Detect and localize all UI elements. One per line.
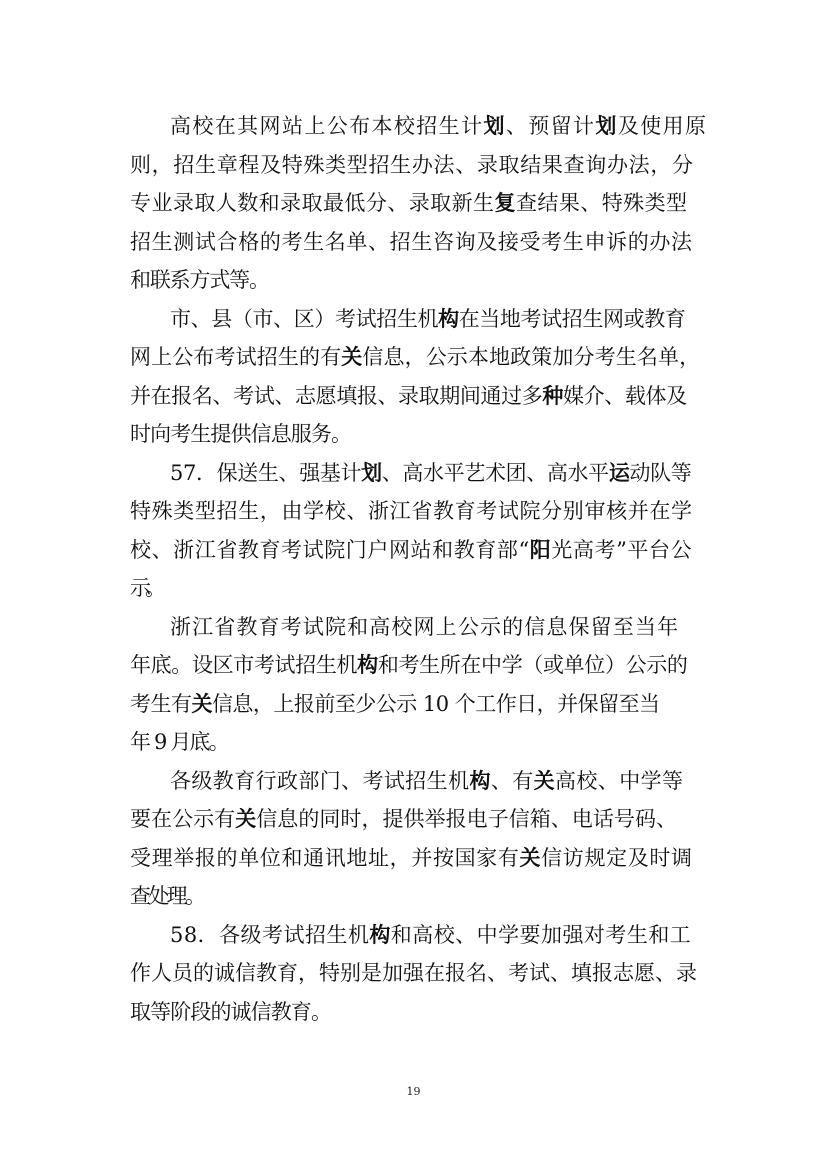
text-run: 高校、中学等 [555, 769, 684, 793]
bold-text: 关 [341, 344, 363, 369]
text-run: 浙江省教育考试院和高校网上公示的信息保留至当年 [170, 615, 680, 639]
text-run: 、预留计 [505, 114, 596, 138]
text-line [130, 728, 228, 756]
text-run: 年 9 月底。 [130, 730, 228, 754]
text-line [130, 844, 693, 872]
text-run: 高校在其网站上公布本校招生计 [170, 114, 484, 138]
bold-text: 关 [191, 691, 212, 716]
text-run: 查处理。 [130, 884, 204, 908]
text-run: 各级教育行政部门、考试招生机 [170, 769, 470, 793]
text-line [130, 690, 660, 718]
text-run: 、高水平艺术团、高水平 [381, 461, 609, 485]
text-run: 示。 [130, 576, 160, 600]
bold-text: 关 [533, 768, 556, 793]
text-run: 、有 [490, 769, 534, 793]
bold-text: 构 [469, 768, 491, 793]
bold-text: 关 [235, 806, 257, 831]
text-run: 动队等 [629, 461, 692, 485]
bold-text: 划 [361, 460, 382, 485]
text-line [130, 536, 692, 564]
text-line [130, 382, 687, 410]
page-number: 19 [406, 1085, 421, 1098]
text-run: 要在公示有 [130, 807, 236, 831]
text-run: 受理举报的单位和通讯地址，并按国家有 [130, 846, 520, 870]
text-run: 信息，上报前至少公示 10 个工作日，并保留至当 [211, 692, 660, 716]
text-line [130, 420, 351, 448]
text-run: 时向考生提供信息服务。 [130, 422, 352, 446]
text-line [130, 805, 677, 833]
text-line [130, 882, 203, 910]
text-run: 取等阶段的诚信教育。 [130, 1000, 332, 1024]
text-run: 考生有 [130, 692, 192, 716]
text-run: 57．保送生、强基计 [170, 461, 362, 485]
text-run: 特殊类型招生，由学校、浙江省教育考试院分别审核并在学 [130, 499, 693, 523]
text-run: 58．各级考试招生机 [170, 923, 370, 947]
text-line [170, 921, 691, 949]
text-run: 及使用原 [617, 114, 708, 138]
text-line [130, 189, 687, 217]
text-run: 查结果、特殊类型 [515, 191, 688, 215]
text-run: 并在报名、考试、志愿填报、录取期间通过多 [130, 384, 543, 408]
text-run: 和联系方式等。 [130, 268, 269, 292]
text-run: 作人员的诚信教育，特别是加强在报名、考试、填报志愿、录 [130, 961, 697, 985]
text-line [130, 998, 331, 1026]
bold-text: 构 [438, 306, 459, 331]
text-line [170, 459, 691, 487]
bold-text: 运 [608, 460, 630, 485]
text-run: 信访规定及时调 [541, 846, 693, 870]
text-run: 招生测试合格的考生名单、招生咨询及接受考生申诉的办法 [130, 230, 693, 254]
text-line [130, 959, 697, 987]
text-run: 网上公布考试招生的有 [130, 345, 342, 369]
text-line [170, 305, 686, 333]
text-run: 市、县（市、区）考试招生机 [170, 307, 439, 331]
bold-text: 划 [483, 113, 506, 138]
text-line [130, 497, 693, 525]
text-line [130, 151, 694, 179]
bold-text: 关 [519, 845, 542, 870]
text-run: 信息的同时，提供举报电子信箱、电话号码、 [256, 807, 678, 831]
bold-text: 构 [357, 652, 378, 677]
text-run: 校、浙江省教育考试院门户网站和教育部“ [130, 538, 530, 562]
text-line [170, 613, 679, 641]
text-run: 在当地考试招生网或教育 [458, 307, 686, 331]
text-run: 媒介、载体及 [563, 384, 687, 408]
text-run: 光高考”平台公 [551, 538, 693, 562]
text-run: 年底。设区市考试招生机 [130, 653, 358, 677]
bold-text: 阳 [529, 537, 552, 562]
text-run: 专业录取人数和录取最低分、录取新生 [130, 191, 495, 215]
text-line [130, 343, 700, 371]
text-run: 和考生所在中学（或单位）公示的 [377, 653, 688, 677]
text-line [130, 574, 160, 602]
bold-text: 构 [369, 922, 391, 947]
text-line [170, 767, 683, 795]
text-line [170, 112, 707, 140]
bold-text: 复 [494, 190, 516, 215]
text-run: 则，招生章程及特殊类型招生办法、录取结果查询办法，分 [130, 153, 694, 177]
text-run: 信息，公示本地政策加分考生名单， [362, 345, 701, 369]
text-line [130, 228, 693, 256]
text-line [130, 651, 688, 679]
text-line [130, 266, 269, 294]
text-run: 和高校、中学要加强对考生和工 [390, 923, 692, 947]
bold-text: 种 [542, 383, 564, 408]
bold-text: 划 [595, 113, 618, 138]
